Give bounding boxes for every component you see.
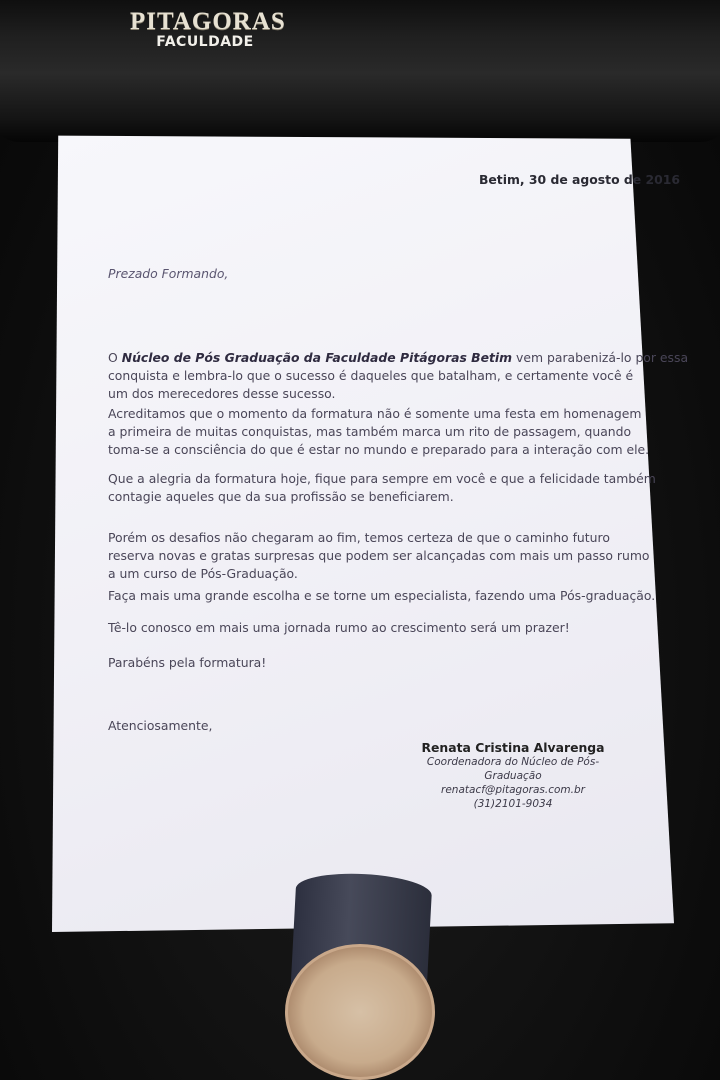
signer-title: Coordenadora do Núcleo de Pós-Graduação [426,756,600,782]
paragraph-3 [108,529,650,583]
paragraph-line: contagie aqueles que da sua profissão se beneficiarem. [108,489,454,504]
institution-name: Núcleo de Pós Graduação da Faculdade Pitágoras Betim [121,350,513,365]
intro-line1-rest: vem parabenizá-lo por essa [512,350,689,365]
intro-line: conquista e lembra-lo que o sucesso é daqueles que batalham, e certamente você é [108,368,634,383]
paragraph-line: reserva novas e gratas surpresas que podem ser alcançadas com mais um passo rumo [108,548,650,563]
paragraph-5 [108,619,598,637]
letter-date: Betim, 30 de agosto de 2016 [478,172,680,187]
signer-email: renatacf@pitagoras.com.br [441,784,585,796]
tube-opening [285,944,435,1080]
paragraph-line: a primeira de muitas conquistas, mas também marca um rito de passagem, quando [108,424,632,439]
paragraph-1 [108,405,650,459]
logo-name: PITAGORAS [130,8,286,35]
intro-prefix: O [108,350,122,365]
paragraph-6 [108,654,598,672]
greeting: Prezado Formando, [108,266,229,281]
small-cardboard-tube [285,874,437,1080]
signature-block [403,740,623,811]
signer-name: Renata Cristina Alvarenga [421,740,605,755]
paragraph-line: Que a alegria da formatura hoje, fique para sempre em você e que a felicidade também [108,471,656,486]
paragraph-line: Porém os desafios não chegaram ao fim, temos certeza de que o caminho futuro [108,530,610,545]
closing: Atenciosamente, [108,718,213,733]
paragraph-line: toma-se a consciência do que é estar no mundo e preparado para a interação com ele. [108,442,650,457]
logo-subtitle: FACULDADE [156,34,254,50]
paragraph-4 [108,587,656,605]
intro-line: um dos merecedores desse sucesso. [108,386,336,401]
pitagoras-logo [130,8,286,50]
paragraph-2 [108,470,656,506]
paragraph-line: Tê-lo conosco em mais uma jornada rumo ao crescimento será um prazer! [108,620,570,635]
paragraph-line: Parabéns pela formatura! [108,655,267,670]
paragraph-line: Acreditamos que o momento da formatura não é somente uma festa em homenagem [108,406,642,421]
intro-paragraph [108,349,689,403]
signer-phone: (31)2101-9034 [473,798,553,810]
paragraph-line: Faça mais uma grande escolha e se torne um especialista, fazendo uma Pós-graduação. [108,588,656,603]
diploma-tube [0,0,720,142]
paragraph-line: a um curso de Pós-Graduação. [108,566,298,581]
